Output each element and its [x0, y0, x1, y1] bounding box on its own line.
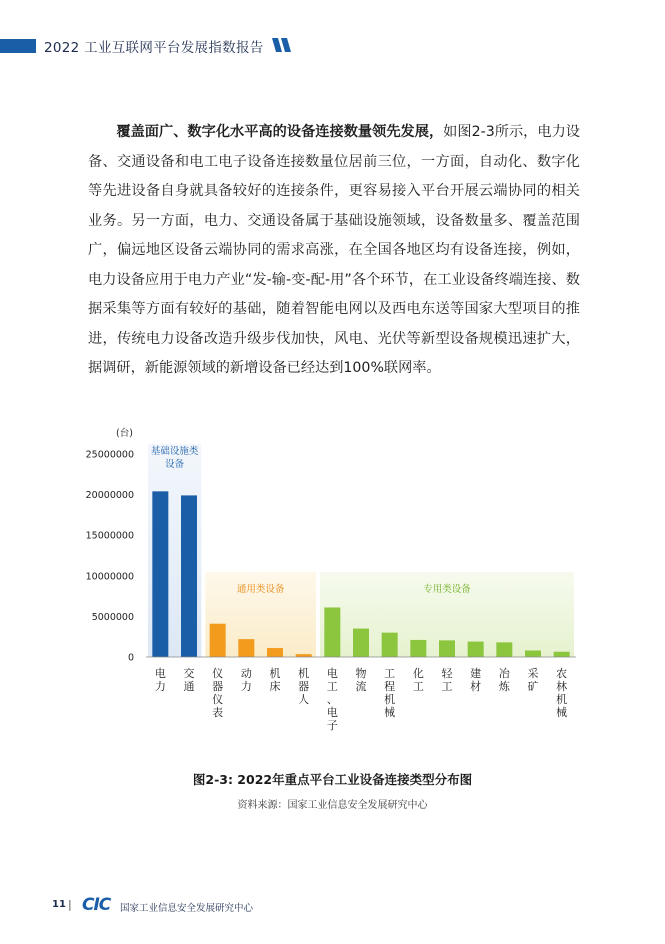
bar: [496, 642, 512, 657]
header-title: 2022 工业互联网平台发展指数报告: [44, 40, 264, 56]
y-tick-label: 25000000: [85, 449, 134, 461]
page-header: [0, 35, 665, 57]
bar: [353, 629, 369, 657]
header-accent-bar: [0, 39, 36, 53]
y-tick-label: 15000000: [85, 530, 134, 542]
bar: [238, 639, 254, 657]
x-tick-label: 化工: [412, 667, 424, 693]
page-number: 11: [52, 899, 66, 910]
bar: [324, 607, 340, 657]
group-label: 基础设施类: [150, 446, 199, 457]
x-tick-label: 轻工: [441, 667, 453, 693]
bar: [152, 491, 168, 657]
x-tick-label: 物流: [355, 667, 367, 693]
x-tick-label: 机器人: [298, 667, 310, 706]
x-tick-label: 动力: [240, 667, 252, 693]
footer-org: 国家工业信息安全发展研究中心: [120, 903, 254, 914]
x-tick-label: 冶炼: [498, 667, 510, 693]
footer-separator: |: [68, 898, 72, 911]
bar: [468, 642, 484, 657]
bar: [525, 651, 541, 657]
bar-chart: [85, 420, 580, 740]
header-slash-icon: [270, 38, 292, 52]
y-tick-label: 0: [127, 652, 134, 664]
bold-lead: 覆盖面广、数字化水平高的设备连接数量领先发展，: [116, 124, 444, 140]
bar: [554, 652, 570, 657]
group-label: 通用类设备: [236, 584, 285, 595]
figure-caption: 图2-3: 2022年重点平台工业设备连接类型分布图: [192, 772, 473, 787]
bar: [382, 633, 398, 657]
x-tick-label: 采矿: [527, 667, 539, 693]
bar: [296, 654, 312, 657]
y-axis-label: (台): [116, 428, 133, 439]
x-tick-label: 电工、电子: [326, 667, 338, 732]
y-tick-label: 20000000: [85, 490, 134, 502]
bar: [267, 648, 283, 657]
cic-logo: CIC: [82, 895, 111, 915]
x-tick-label: 交通: [183, 667, 195, 693]
bar: [410, 640, 426, 657]
page-footer: [52, 896, 352, 916]
x-tick-label: 农林机械: [556, 667, 568, 719]
x-tick-label: 机床: [269, 667, 281, 693]
x-tick-label: 建材: [470, 667, 482, 693]
figure-source: 资料来源：国家工业信息安全发展研究中心: [237, 800, 428, 811]
group-label: 设备: [165, 459, 185, 470]
paragraph-text: 如图2-3所示，电力设备、交通设备和电工电子设备连接数量位居前三位，一方面，自动化、数字化等先进设备自身就具备较好的连接条件，更容易接入平台开展云端协同的相关业务。另一方面，电力、交通设备属于基础设施领域，设备数量多、覆盖范围广，偏远地区设备云端协同的需求高涨，在全国各地区均有设备连接，例如，电力设备应用于电力产业“发-输-变-配-用”各个环节，在工业设备终端连接、数据采集等方面有较好的基础，随着智能电网以及西电东送等国家大型项目的推进，传统电力设备改造升级步伐加快，风电、光伏等新型设备规模迅速扩大，据调研，新能源领域的新增设备已经达到100%联网率。: [88, 124, 580, 376]
x-tick-label: 工程机械: [384, 667, 396, 719]
x-tick-label: 电力: [154, 667, 166, 693]
group-label: 专用类设备: [423, 584, 471, 595]
y-tick-label: 10000000: [85, 571, 134, 583]
x-tick-label: 仪器仪表: [212, 667, 224, 719]
bar: [439, 640, 455, 657]
bar: [210, 624, 226, 657]
y-tick-label: 5000000: [91, 611, 134, 623]
bar: [181, 495, 197, 657]
body-paragraph: [88, 118, 580, 384]
